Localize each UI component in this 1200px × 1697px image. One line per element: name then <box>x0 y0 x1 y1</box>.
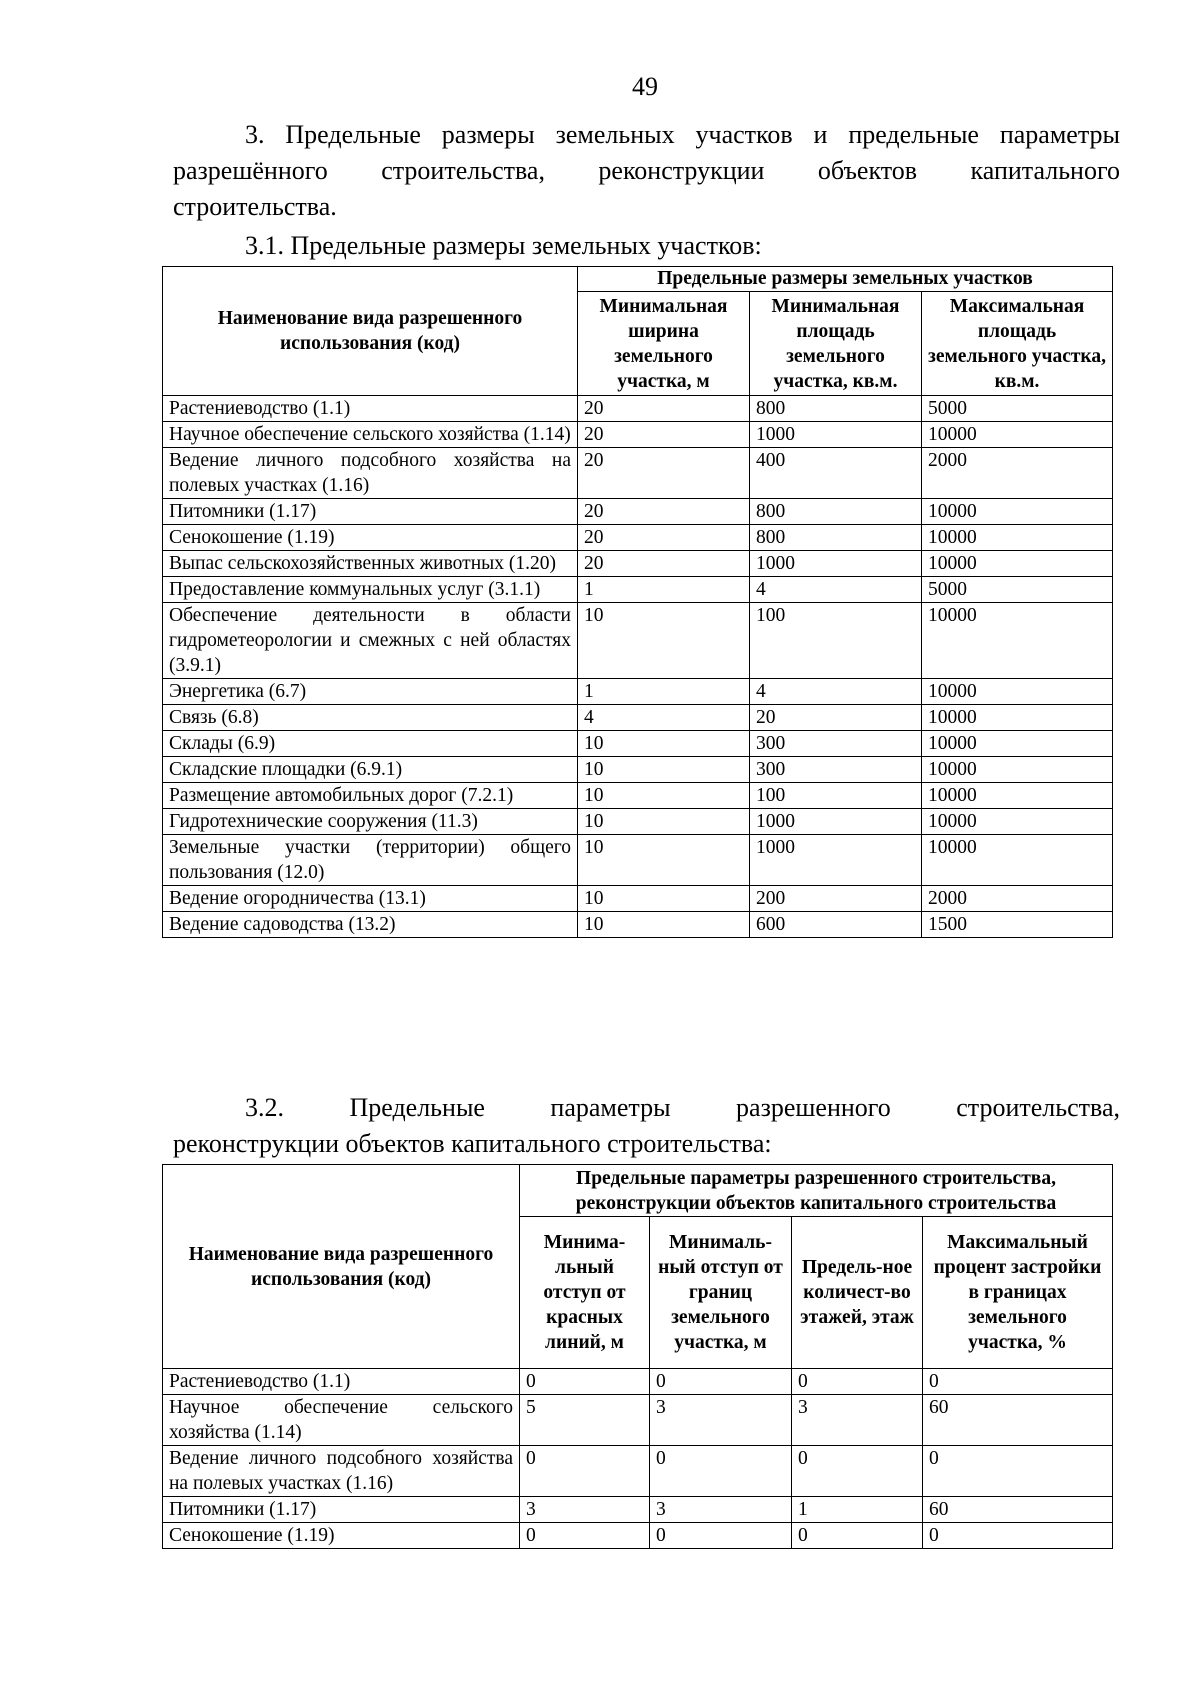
table2-body <box>163 1369 1113 1549</box>
row-value-cell-v1: 0 <box>520 1446 650 1497</box>
table2-header-max-floors: Предель-ное количест-во этажей, этаж <box>792 1217 923 1369</box>
table2-header-name: Наименование вида разрешенного использования (код) <box>163 1165 520 1369</box>
table-row <box>163 525 1113 551</box>
section-3-1-title: 3.1. Предельные размеры земельных участков: <box>245 231 762 260</box>
row-value-cell-v1: 10 <box>578 731 750 757</box>
table-row <box>163 396 1113 422</box>
section-3-line-1: 3. Предельные размеры земельных участков и предельные параметры <box>245 120 1120 149</box>
row-name-cell: Ведение личного подсобного хозяйства на полевых участках (1.16) <box>163 1446 520 1497</box>
row-name-cell: Энергетика (6.7) <box>163 679 578 705</box>
row-value-cell-v1: 20 <box>578 551 750 577</box>
row-value-cell-v4: 60 <box>923 1395 1113 1446</box>
row-value-cell-v2: 1000 <box>750 551 922 577</box>
row-value-cell-v3: 0 <box>792 1369 923 1395</box>
row-name-cell: Питомники (1.17) <box>163 499 578 525</box>
section-3-line-3: строительства. <box>173 192 337 221</box>
row-value-cell-v1: 10 <box>578 603 750 679</box>
row-value-cell-v1: 1 <box>578 679 750 705</box>
table2-header-boundary-setback: Минималь-ный отступ от границ земельного участка, м <box>650 1217 792 1369</box>
row-value-cell-v2: 800 <box>750 499 922 525</box>
table-row <box>163 679 1113 705</box>
table-row <box>163 835 1113 886</box>
section-3-heading <box>173 117 1120 225</box>
table1-header-min-area: Минимальная площадь земельного участка, кв.м. <box>750 292 922 396</box>
table-row <box>163 757 1113 783</box>
page-number: 49 <box>632 72 658 101</box>
table2-header-group: Предельные параметры разрешенного строительства, реконструкции объектов капитального строительства <box>520 1165 1113 1217</box>
row-value-cell-v3: 10000 <box>922 525 1113 551</box>
row-value-cell-v2: 100 <box>750 603 922 679</box>
row-value-cell-v3: 10000 <box>922 757 1113 783</box>
table-row <box>163 551 1113 577</box>
table2-header-red-line-setback: Минима-льный отступ от красных линий, м <box>520 1217 650 1369</box>
row-value-cell-v1: 10 <box>578 886 750 912</box>
row-value-cell-v3: 10000 <box>922 835 1113 886</box>
row-value-cell-v1: 5 <box>520 1395 650 1446</box>
row-value-cell-v3: 10000 <box>922 551 1113 577</box>
row-value-cell-v2: 0 <box>650 1369 792 1395</box>
row-value-cell-v2: 0 <box>650 1446 792 1497</box>
row-value-cell-v1: 20 <box>578 422 750 448</box>
table-row <box>163 731 1113 757</box>
row-name-cell: Ведение огородничества (13.1) <box>163 886 578 912</box>
row-value-cell-v4: 0 <box>923 1446 1113 1497</box>
row-name-cell: Земельные участки (территории) общего пользования (12.0) <box>163 835 578 886</box>
row-value-cell-v3: 10000 <box>922 783 1113 809</box>
row-value-cell-v3: 10000 <box>922 499 1113 525</box>
row-value-cell-v3: 3 <box>792 1395 923 1446</box>
row-value-cell-v1: 0 <box>520 1523 650 1549</box>
section-3-2-line-1: 3.2. Предельные параметры разрешенного строительства, <box>245 1093 1120 1122</box>
row-name-cell: Растениеводство (1.1) <box>163 1369 520 1395</box>
table1-header-name: Наименование вида разрешенного использования (код) <box>163 267 578 396</box>
row-value-cell-v1: 20 <box>578 499 750 525</box>
row-value-cell-v1: 10 <box>578 912 750 938</box>
row-value-cell-v2: 300 <box>750 757 922 783</box>
table1-header-min-width: Минимальная ширина земельного участка, м <box>578 292 750 396</box>
row-name-cell: Научное обеспечение сельского хозяйства (1.14) <box>163 1395 520 1446</box>
section-3-2-heading <box>173 1090 1120 1162</box>
table-row <box>163 1369 1113 1395</box>
row-value-cell-v2: 4 <box>750 577 922 603</box>
row-value-cell-v2: 100 <box>750 783 922 809</box>
row-value-cell-v3: 2000 <box>922 448 1113 499</box>
row-name-cell: Сенокошение (1.19) <box>163 1523 520 1549</box>
row-value-cell-v3: 0 <box>792 1446 923 1497</box>
row-value-cell-v4: 0 <box>923 1523 1113 1549</box>
table-row <box>163 1446 1113 1497</box>
row-value-cell-v2: 1000 <box>750 809 922 835</box>
row-name-cell: Выпас сельскохозяйственных животных (1.20) <box>163 551 578 577</box>
row-value-cell-v3: 10000 <box>922 603 1113 679</box>
row-value-cell-v3: 0 <box>792 1523 923 1549</box>
row-value-cell-v2: 3 <box>650 1395 792 1446</box>
row-name-cell: Ведение садоводства (13.2) <box>163 912 578 938</box>
row-value-cell-v1: 20 <box>578 448 750 499</box>
row-name-cell: Складские площадки (6.9.1) <box>163 757 578 783</box>
row-name-cell: Гидротехнические сооружения (11.3) <box>163 809 578 835</box>
table1-header-max-area: Максимальная площадь земельного участка, кв.м. <box>922 292 1113 396</box>
row-value-cell-v3: 10000 <box>922 809 1113 835</box>
row-value-cell-v2: 20 <box>750 705 922 731</box>
table-row <box>163 1523 1113 1549</box>
row-name-cell: Обеспечение деятельности в области гидрометеорологии и смежных с ней областях (3.9.1) <box>163 603 578 679</box>
table-row <box>163 1395 1113 1446</box>
row-name-cell: Связь (6.8) <box>163 705 578 731</box>
row-name-cell: Растениеводство (1.1) <box>163 396 578 422</box>
row-value-cell-v4: 60 <box>923 1497 1113 1523</box>
row-value-cell-v2: 1000 <box>750 422 922 448</box>
row-value-cell-v3: 1 <box>792 1497 923 1523</box>
row-value-cell-v2: 400 <box>750 448 922 499</box>
table-row <box>163 577 1113 603</box>
row-value-cell-v1: 10 <box>578 757 750 783</box>
row-value-cell-v3: 5000 <box>922 396 1113 422</box>
row-name-cell: Размещение автомобильных дорог (7.2.1) <box>163 783 578 809</box>
row-value-cell-v1: 3 <box>520 1497 650 1523</box>
row-value-cell-v1: 10 <box>578 835 750 886</box>
row-value-cell-v3: 10000 <box>922 731 1113 757</box>
section-3-2-line-2: реконструкции объектов капитального строительства: <box>173 1129 772 1158</box>
row-value-cell-v1: 0 <box>520 1369 650 1395</box>
row-value-cell-v1: 10 <box>578 809 750 835</box>
row-value-cell-v2: 200 <box>750 886 922 912</box>
table-row <box>163 912 1113 938</box>
row-name-cell: Склады (6.9) <box>163 731 578 757</box>
row-value-cell-v1: 1 <box>578 577 750 603</box>
row-value-cell-v4: 0 <box>923 1369 1113 1395</box>
row-name-cell: Питомники (1.17) <box>163 1497 520 1523</box>
table-row <box>163 809 1113 835</box>
table-row <box>163 448 1113 499</box>
row-value-cell-v3: 1500 <box>922 912 1113 938</box>
row-value-cell-v1: 20 <box>578 525 750 551</box>
table-row <box>163 499 1113 525</box>
row-value-cell-v2: 800 <box>750 396 922 422</box>
row-name-cell: Сенокошение (1.19) <box>163 525 578 551</box>
row-value-cell-v1: 10 <box>578 783 750 809</box>
row-value-cell-v2: 600 <box>750 912 922 938</box>
table-row <box>163 783 1113 809</box>
table-row <box>163 705 1113 731</box>
row-value-cell-v2: 1000 <box>750 835 922 886</box>
row-value-cell-v2: 3 <box>650 1497 792 1523</box>
row-value-cell-v1: 20 <box>578 396 750 422</box>
row-value-cell-v3: 10000 <box>922 679 1113 705</box>
row-value-cell-v2: 800 <box>750 525 922 551</box>
row-value-cell-v3: 5000 <box>922 577 1113 603</box>
row-name-cell: Предоставление коммунальных услуг (3.1.1) <box>163 577 578 603</box>
row-name-cell: Ведение личного подсобного хозяйства на полевых участках (1.16) <box>163 448 578 499</box>
table-row <box>163 1497 1113 1523</box>
row-value-cell-v3: 10000 <box>922 705 1113 731</box>
table1-header-group: Предельные размеры земельных участков <box>578 267 1113 292</box>
row-value-cell-v2: 4 <box>750 679 922 705</box>
section-3-line-2: разрешённого строительства, реконструкции объектов капитального <box>173 156 1120 185</box>
table-row <box>163 422 1113 448</box>
row-value-cell-v2: 0 <box>650 1523 792 1549</box>
table-row <box>163 603 1113 679</box>
row-value-cell-v3: 10000 <box>922 422 1113 448</box>
table1-body <box>163 396 1113 938</box>
land-plot-size-table <box>162 266 1113 938</box>
table2-header-max-coverage: Максимальный процент застройки в границах земельного участка, % <box>923 1217 1113 1369</box>
row-value-cell-v2: 300 <box>750 731 922 757</box>
table-row <box>163 886 1113 912</box>
row-value-cell-v1: 4 <box>578 705 750 731</box>
row-name-cell: Научное обеспечение сельского хозяйства (1.14) <box>163 422 578 448</box>
construction-parameters-table <box>162 1164 1113 1549</box>
row-value-cell-v3: 2000 <box>922 886 1113 912</box>
